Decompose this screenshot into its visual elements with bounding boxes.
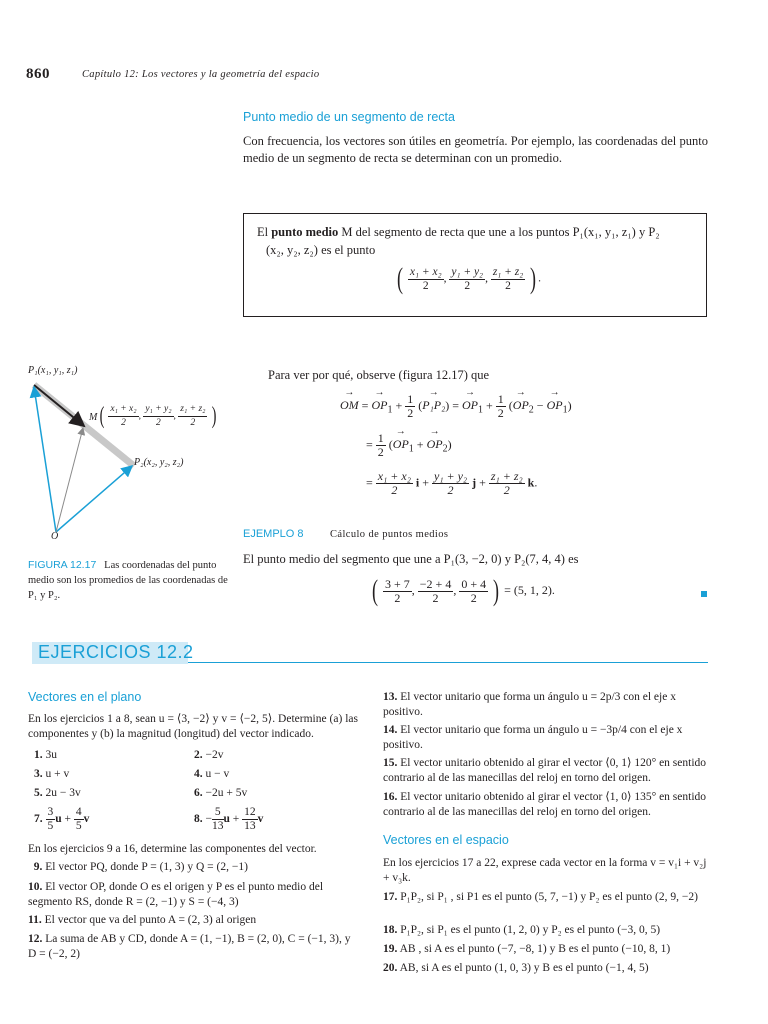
section-title-plane: Vectores en el plano xyxy=(28,690,142,704)
exercises-title: EJERCICIOS 12.2 xyxy=(38,642,194,662)
exercise-2: 2. −2v xyxy=(194,749,224,761)
example-label: EJEMPLO 8 xyxy=(243,528,304,540)
exercise-16: 16. El vector unitario obtenido al girar el vector ⟨1, 0⟩ 135° en sentido contrario al de las manecillas del reloj en torno del origen. xyxy=(383,791,707,818)
figure-m-coords: ( $\frac{\text{x₁ + x₂}}{2}$ , $\frac{\text{y₁ + y₂}}{2}$ , $\frac{\text{z₁ + z₂}}{2}$ ) xyxy=(99,403,217,429)
example-text: El punto medio del segmento que une a P₁(3, −2, 0) y P₂(7, 4, 4) es xyxy=(243,552,579,566)
exercise-5: 5. 2u − 3v xyxy=(34,787,81,799)
label-m: M xyxy=(89,412,98,423)
running-head: Capítulo 12: Los vectores y la geometría del espacio xyxy=(82,69,320,80)
end-of-example-marker xyxy=(701,591,707,597)
exercise-18: 18. P₁P₂, si P₁ es el punto (1, 2, 0) y P₂ es el punto (−3, 0, 5) xyxy=(383,924,661,936)
exercise-12: 12. La suma de AB y CD, donde A = (1, −1), B = (2, 0), C = (−1, 3), y D = (−2, 2) xyxy=(28,933,351,960)
vector-om xyxy=(56,428,83,532)
exercise-17: 17. P₁P₂, si P₁ , si P1 es el punto (5, 7, −1) y P₂ es el punto (2, 9, −2) xyxy=(383,891,698,903)
page-number: 860 xyxy=(26,66,50,82)
exercises-header-rule xyxy=(188,662,708,663)
intro-paragraph: Con frecuencia, los vectores son útiles en geometría. Por ejemplo, las coordenadas del punto medio de un segmento de recta se determinan con un promedio. xyxy=(243,134,708,165)
example-formula: ( $\frac{3 + 7}{2}$ , $\frac{-2 + 4}{2}$ , $\frac{0 + 4}{2}$ ) = (5, 1, 2). xyxy=(372,574,555,607)
derivation-line-2: = $\frac{1}{2}$ (→ $OP_1$ + → $OP_2$) xyxy=(366,432,452,459)
space-intro: En los ejercicios 17 a 22, exprese cada vector en la forma v = v₁i + v₂j + v₃k. xyxy=(383,857,707,884)
vector-op2 xyxy=(56,466,132,532)
figure-12-17 xyxy=(22,360,232,550)
exercise-3: 3. u + v xyxy=(34,768,70,780)
box-line-1: El punto medio M del segmento de recta que une a los puntos P₁(x₁, y₁, z₁) y P₂ xyxy=(257,225,660,239)
box-line-2: (x₂, y₂, z₂) es el punto xyxy=(266,243,376,257)
derivation-line-1: → OM = → $OP_1$ + $\frac{1}{2}$ (→ P₁P₂) = → $OP_1$ + $\frac{1}{2}$ (→ $OP_2$ − → $OP_1$) xyxy=(340,393,572,420)
exercise-4: 4. u − v xyxy=(194,768,230,780)
example-title: Cálculo de puntos medios xyxy=(330,529,449,540)
exercise-7: 7. $\frac{3}{5}$ u + $\frac{4}{5}$ v xyxy=(34,806,90,832)
vector-half-p1p2 xyxy=(34,385,84,426)
label-o: O xyxy=(51,531,59,542)
plane-intro-2: En los ejercicios 9 a 16, determine las componentes del vector. xyxy=(28,843,317,855)
exercise-10: 10. El vector OP, donde O es el origen y P es el punto medio del segmento RS, donde R = (2, −1) y S = (−4, 3) xyxy=(28,881,324,908)
why-text: Para ver por qué, observe (figura 12.17) que xyxy=(268,368,490,382)
exercise-6: 6. −2u + 5v xyxy=(194,787,248,799)
label-p1: P₁(x₁, y₁, z₁) xyxy=(28,365,78,376)
exercise-13: 13. El vector unitario que forma un ángulo u = 2p/3 con el eje x positivo. xyxy=(383,691,676,718)
exercise-19: 19. AB , si A es el punto (−7, −8, 1) y B es el punto (−10, 8, 1) xyxy=(383,943,671,955)
exercise-11: 11. El vector que va del punto A = (2, 3) al origen xyxy=(28,914,257,926)
exercise-15: 15. El vector unitario obtenido al girar el vector ⟨0, 1⟩ 120° en sentido contrario al de las manecillas del reloj en torno del origen. xyxy=(383,757,707,784)
exercise-1: 1. 3u xyxy=(34,749,57,761)
section-title-space: Vectores en el espacio xyxy=(383,833,509,847)
exercise-9: 9. El vector PQ, donde P = (1, 3) y Q = (2, −1) xyxy=(28,861,248,873)
exercise-20: 20. AB, si A es el punto (1, 0, 3) y B es el punto (−1, 4, 5) xyxy=(383,962,649,974)
exercise-8: 8. − $\frac{5}{13}$ u + $\frac{12}{13}$ v xyxy=(194,806,264,832)
section-title-midpoint: Punto medio de un segmento de recta xyxy=(243,110,455,124)
figure-caption: FIGURA 12.17 Las coordenadas del punto medio son los promedios de las coordenadas de P₁ y P₂. xyxy=(28,559,228,601)
midpoint-formula: ( $\frac{\text{x₁ + x₂}}{2}$ , $\frac{\text{y₁ + y₂}}{2}$ , $\frac{\text{z₁ + z₂}}{2}$ ) . xyxy=(397,262,542,295)
vector-op1 xyxy=(34,387,56,532)
derivation-line-3: = $\frac{\text{x₁ + x₂}}{2}$ i + $\frac{\text{y₁ + y₂}}{2}$ j + $\frac{\text{z₁ + z₂}}{2}$ k. xyxy=(366,469,538,497)
exercise-14: 14. El vector unitario que forma un ángulo u = −3p/4 con el eje x positivo. xyxy=(383,724,683,751)
plane-intro: En los ejercicios 1 a 8, sean u = ⟨3, −2⟩ y v = ⟨−2, 5⟩. Determine (a) las componentes y (b) la magnitud (longitud) del vector indicado. xyxy=(28,713,358,740)
label-p2: P₂(x₂, y₂, z₂) xyxy=(134,457,184,468)
